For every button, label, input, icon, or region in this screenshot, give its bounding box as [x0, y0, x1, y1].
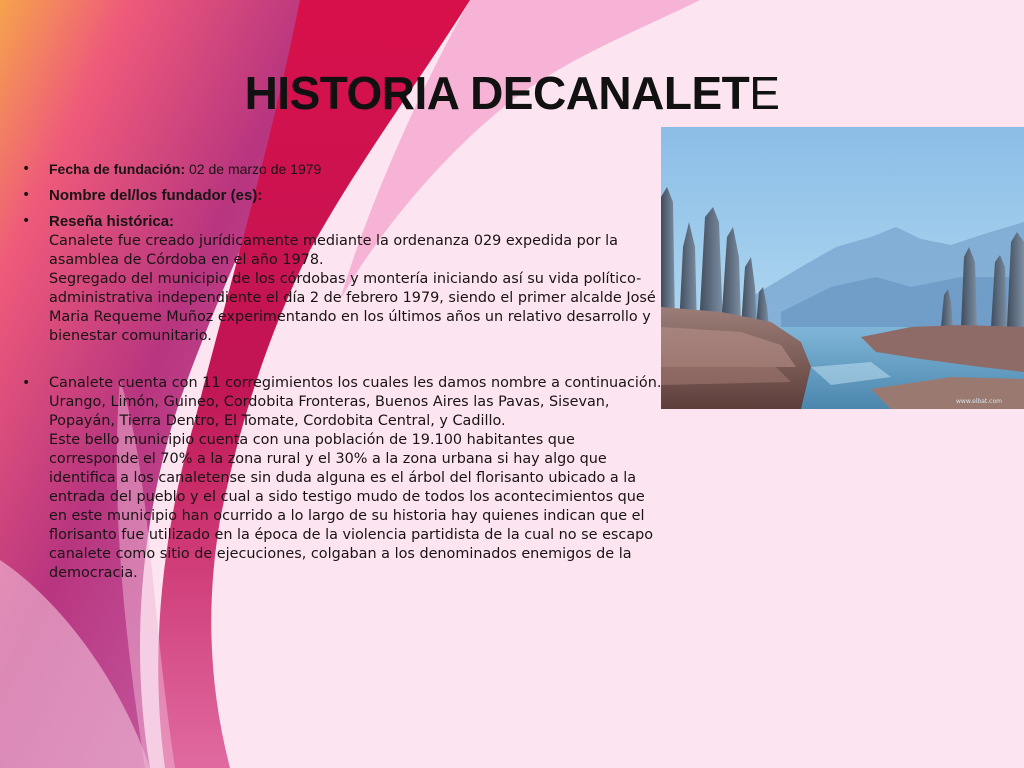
bullet-icon: • — [22, 187, 31, 203]
resena-paragraph-1: Canalete fue creado jurídicamente mediante la ordenanza 029 expedida por la asamblea de Córdoba en el año 1978. — [49, 233, 618, 268]
photo-watermark: www.elbat.com — [956, 398, 1002, 405]
bullet-icon: • — [22, 213, 31, 229]
poblacion-paragraph: Este bello municipio cuenta con una población de 19.100 habitantes que corresponde el 70% a la zona rural y el 30% a la zona urbana si hay algo que identifica a los canaletense sin duda alguna es el árbol del florisanto ubicado a la entrada del pueblo y el cual a sido testigo mudo de todos los acontecimientos que en este municipio han ocurrido a lo largo de su historia hay quienes indican que el florisanto fue utilizado en la época de la violencia partidista de la cual no se escapo canalete como sitio de ejecuciones, colgaban a los denominados enemigos de la democracia. — [49, 432, 654, 581]
landscape-photo — [661, 127, 1024, 409]
fundador-label: Nombre del/los fundador (es): — [49, 187, 263, 204]
resena-paragraph-2: Segregado del municipio de los córdobas y montería iniciando así su vida político-administrativa independiente el día 2 de febrero 1979, siendo el primer alcalde José Maria Requeme Muñoz experimentando en los últimos años un relativo desarrollo y bienestar comunitario. — [49, 271, 656, 344]
list-item-fecha — [22, 160, 662, 180]
title-bold: HISTORIA DECANALET — [244, 67, 750, 119]
title-normal: E — [749, 67, 780, 119]
bullet-icon: • — [22, 375, 31, 391]
list-item-resena — [22, 212, 662, 346]
fecha-label: Fecha de fundación: — [49, 161, 186, 177]
bullet-list — [22, 160, 662, 589]
page-title — [0, 66, 1024, 120]
corregimientos-list: Urango, Limón, Guineo, Cordobita Fronteras, Buenos Aires las Pavas, Sisevan, Popayán, Tierra Dentro, El Tomate, Cordobita Central, y Cadillo. — [49, 394, 610, 429]
corregimientos-intro: Canalete cuenta con 11 corregimientos los cuales les damos nombre a continuación. — [49, 375, 662, 391]
list-item-corregimientos — [22, 374, 662, 583]
bullet-icon: • — [22, 161, 31, 177]
list-item-fundador — [22, 186, 662, 206]
resena-label: Reseña histórica: — [49, 213, 175, 230]
fecha-value: 02 de marzo de 1979 — [185, 161, 322, 177]
